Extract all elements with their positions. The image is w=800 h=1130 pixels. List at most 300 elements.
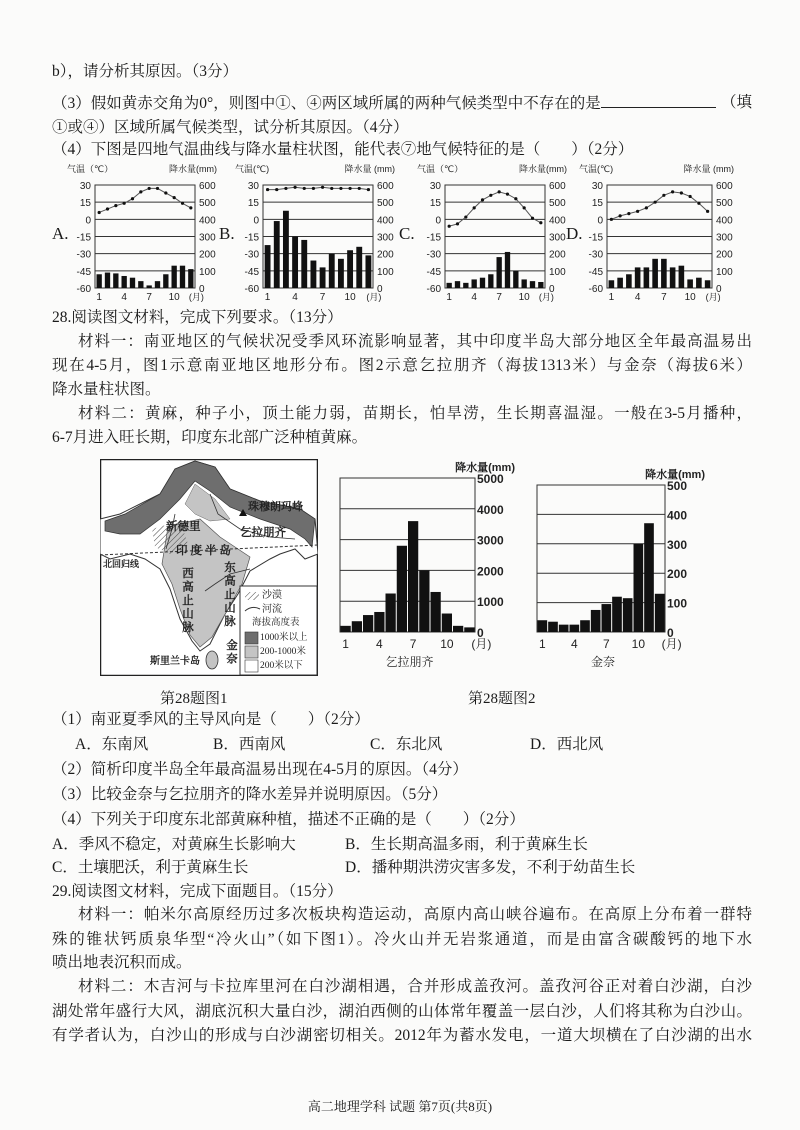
precip-bar <box>188 269 193 288</box>
month-tick-label: 4 <box>292 292 298 303</box>
temp-axis-title: 气温(℃) <box>579 164 614 174</box>
station-name: 金奈 <box>590 655 616 669</box>
temp-tick-label: -15 <box>426 232 441 244</box>
q29-material1: 材料一：帕米尔高原经历过多次板块构造运动，高原内高山峡谷遍布。在高原上分布着一群特 <box>78 906 752 923</box>
temp-tick-label: 0 <box>435 215 441 227</box>
precip-bar <box>397 546 407 632</box>
precip-bar <box>363 615 373 632</box>
month-unit-label: (月) <box>188 292 204 302</box>
temperature-point <box>106 207 109 210</box>
precip-bar <box>480 278 485 288</box>
month-unit-label: (月) <box>705 292 721 302</box>
month-unit-label: (月) <box>661 637 682 651</box>
q27-q3-text: （3）假如黄赤交角为0°，则图中①、④两区域所属的两种气候类型中不存在的是 <box>52 95 601 112</box>
legend-elevation-title: 海拔高度表 <box>252 618 300 628</box>
precip-bar <box>310 261 316 288</box>
precip-tick-label: 100 <box>549 266 566 278</box>
temp-tick-label: -60 <box>76 284 91 295</box>
precip-bar <box>559 625 569 632</box>
rainfall-chart-chennai <box>497 455 717 680</box>
precip-bar <box>301 240 307 288</box>
precip-axis-title: 降水量(mm) <box>169 164 217 174</box>
temp-axis-title: 气温（℃） <box>417 164 464 174</box>
temp-axis-title: 气温(℃) <box>235 164 270 174</box>
temperature-point <box>514 197 517 200</box>
precip-tick-label: 400 <box>716 215 733 227</box>
precip-tick-label: 500 <box>199 198 216 210</box>
precip-bar <box>617 278 623 288</box>
month-tick-label: 1 <box>446 292 452 303</box>
option-a-label: A. <box>52 224 69 243</box>
answer-blank[interactable] <box>601 93 716 108</box>
plot-frame <box>340 478 475 632</box>
precip-bar <box>386 594 396 633</box>
precip-tick-label: 500 <box>716 198 733 210</box>
legend-low-swatch <box>245 660 258 672</box>
precip-tick-label: 500 <box>667 479 688 493</box>
temperature-point <box>627 212 630 215</box>
temperature-point <box>610 218 613 221</box>
precip-bar <box>320 267 326 288</box>
q28-question1: （1）南亚夏季风的主导风向是（ ）（2分） <box>52 711 370 728</box>
q27-q3-continuation: ①或④）区域所属气候类型，试分析其原因。（4分） <box>52 119 409 136</box>
temp-tick-label: -30 <box>426 249 441 261</box>
temp-tick-label: -30 <box>244 249 259 261</box>
q28-material1: 材料一：南亚地区的气候状况受季风环流影响显著，其中印度半岛大部分地区全年最高温易出 <box>78 333 752 350</box>
month-unit-label: (月) <box>471 637 492 651</box>
temperature-point <box>348 187 351 190</box>
precip-bar <box>122 276 127 288</box>
month-tick-label: 7 <box>319 292 326 303</box>
precip-bar <box>548 622 558 632</box>
temperature-point <box>697 202 700 205</box>
label-tropic-of-cancer: 北回归线 <box>103 559 140 569</box>
precip-bar <box>463 283 468 288</box>
month-tick-label: 10 <box>440 637 454 651</box>
temp-tick-label: -60 <box>426 284 441 295</box>
precip-bar <box>705 280 711 288</box>
temperature-point <box>131 197 134 200</box>
precip-tick-label: 300 <box>377 232 394 244</box>
precip-tick-label: 600 <box>549 181 566 192</box>
precip-tick-label: 400 <box>549 215 566 227</box>
temperature-point <box>680 191 683 194</box>
q27-q4: （4）下图是四地气温曲线与降水量柱状图，能代表⑦地气候特征的是（ ）（2分） <box>52 141 634 158</box>
month-tick-label: 4 <box>634 292 641 303</box>
precip-tick-label: 400 <box>199 215 216 227</box>
temperature-point <box>164 191 167 194</box>
figure2-caption: 第28题图2 <box>468 691 536 707</box>
precip-bar <box>591 610 601 632</box>
month-tick-label: 1 <box>264 292 271 303</box>
precip-bar <box>419 570 429 632</box>
temperature-point <box>448 225 451 228</box>
q29-material2: 材料二：木吉河与卡拉库里河在白沙湖相遇，合并形成盖孜河。盖孜河谷正对着白沙湖，白沙 <box>78 978 752 995</box>
precip-bar <box>352 621 362 632</box>
temperature-point <box>98 211 101 214</box>
climate-chart-d <box>574 160 754 305</box>
temp-tick-label: 30 <box>79 181 91 192</box>
precip-bar <box>453 626 463 632</box>
month-unit-label: (月) <box>538 292 554 302</box>
temperature-point <box>498 190 501 193</box>
precip-tick-label: 400 <box>667 508 688 523</box>
month-tick-label: 4 <box>121 292 127 303</box>
temperature-point <box>506 193 509 196</box>
label-new-delhi: 新德里 <box>166 521 201 533</box>
precip-tick-label: 100 <box>716 266 733 278</box>
label-cherrapunji: 乞拉朋齐 <box>240 527 286 539</box>
temp-tick-label: 30 <box>247 181 259 192</box>
temperature-point <box>293 186 296 189</box>
temp-tick-label: 0 <box>253 215 259 227</box>
temperature-point <box>330 187 333 190</box>
precip-tick-label: 0 <box>377 284 383 295</box>
precip-bar <box>283 211 289 288</box>
precip-bar <box>634 544 644 632</box>
month-tick-label: 7 <box>496 292 502 303</box>
precip-tick-label: 500 <box>377 198 394 210</box>
q27-q3 <box>52 93 752 114</box>
temperature-point <box>456 222 459 225</box>
precip-bar <box>338 259 344 288</box>
precip-bar <box>652 259 658 288</box>
precip-tick-label: 600 <box>716 181 733 192</box>
precip-bar <box>538 620 548 632</box>
precip-bar <box>679 266 685 288</box>
figure1-caption: 第28题图1 <box>160 691 228 707</box>
precip-bar <box>265 245 271 288</box>
precip-bar <box>580 620 590 632</box>
precip-tick-label: 200 <box>377 249 394 261</box>
month-tick-label: 4 <box>471 292 477 303</box>
temperature-point <box>284 187 287 190</box>
precip-tick-label: 300 <box>716 232 733 244</box>
q28-heading: 28.阅读图文材料，完成下列要求。（13分） <box>52 309 343 326</box>
precip-bar <box>505 252 510 288</box>
temp-tick-label: -45 <box>588 266 603 278</box>
temp-tick-label: -45 <box>76 266 91 278</box>
precip-tick-label: 0 <box>549 284 555 295</box>
precip-bar <box>138 281 143 288</box>
precip-tick-label: 2000 <box>477 564 504 579</box>
month-tick-label: 7 <box>602 637 610 651</box>
precip-bar <box>341 626 351 632</box>
legend-river-label: 河流 <box>262 604 282 615</box>
q29-material2: 湖处常年盛行大风，湖底沉积大量白沙，湖泊西侧的山体常年覆盖一层白沙，人们将其称为白沙山。 <box>52 1003 752 1020</box>
temp-axis-title: 气温（℃） <box>67 164 114 174</box>
legend-high-swatch <box>245 632 258 644</box>
legend-mid-swatch <box>245 646 258 658</box>
q29-heading: 29.阅读图文材料，完成下面题目。（15分） <box>52 883 343 900</box>
sri-lanka-island <box>206 651 218 669</box>
legend-mid-label: 200-1000米 <box>260 647 306 657</box>
month-tick-label: 10 <box>631 637 646 651</box>
temperature-point <box>321 186 324 189</box>
temp-tick-label: 30 <box>429 181 441 192</box>
month-tick-label: 10 <box>684 292 696 303</box>
precip-bar <box>180 266 185 288</box>
q1-option-d[interactable]: D．西北风 <box>530 736 604 753</box>
precip-bar <box>374 612 384 632</box>
label-indian-peninsula: 印度半岛 <box>176 545 234 557</box>
temp-tick-label: -60 <box>244 284 259 295</box>
precip-tick-label: 100 <box>667 596 688 611</box>
precip-tick-label: 200 <box>716 249 733 261</box>
precip-bar <box>644 267 650 288</box>
month-tick-label: 4 <box>376 637 383 651</box>
precip-bar <box>455 281 460 288</box>
precip-tick-label: 400 <box>377 215 394 227</box>
temperature-point <box>139 190 142 193</box>
q29-material1: 喷出地表沉积而成。 <box>52 954 192 971</box>
temp-tick-label: -15 <box>588 232 603 244</box>
temp-tick-label: -45 <box>244 266 259 278</box>
precip-bar <box>356 247 362 288</box>
precip-tick-label: 4000 <box>477 502 504 517</box>
temperature-point <box>531 217 534 220</box>
temperature-point <box>619 214 622 217</box>
precip-bar <box>609 280 615 288</box>
precip-axis-title: 降水量 (mm) <box>344 164 395 174</box>
precip-tick-label: 0 <box>477 626 484 640</box>
precip-bar <box>670 267 676 288</box>
rainfall-chart-cherrapunji <box>300 455 520 680</box>
precip-bar <box>274 221 280 288</box>
precip-tick-label: 200 <box>199 249 216 261</box>
climate-chart-b <box>230 160 410 305</box>
temperature-line <box>449 192 541 226</box>
legend-desert-label: 沙漠 <box>262 590 282 601</box>
temperature-point <box>523 206 526 209</box>
temperature-point <box>156 187 159 190</box>
q28-material1: 现在4-5月，图1示意南亚地区地形分布。图2示意乞拉朋齐（海拔1313米）与金奈（海拔6米） <box>52 357 752 374</box>
temperature-line <box>268 187 369 189</box>
temperature-point <box>114 204 117 207</box>
precip-bar <box>155 281 160 288</box>
temperature-point <box>654 201 657 204</box>
temp-tick-label: -15 <box>244 232 259 244</box>
temperature-point <box>367 188 370 191</box>
precip-bar <box>329 254 335 288</box>
month-tick-label: 7 <box>409 637 417 651</box>
month-tick-label: 7 <box>661 292 667 303</box>
q29-material2: 有学者认为，白沙山的形成与白沙湖密切相关。2012年为蓄水发电，一道大坝横在了白沙湖的出水 <box>52 1027 752 1044</box>
precip-tick-label: 0 <box>667 626 674 640</box>
precip-bar <box>644 523 654 632</box>
precip-bar <box>655 594 665 632</box>
climate-chart-c <box>412 160 592 305</box>
precip-tick-label: 0 <box>716 284 722 295</box>
temperature-point <box>489 194 492 197</box>
q27-line1: b），请分析其原因。（3分） <box>52 63 239 80</box>
q4-option-c[interactable]: C．土壤肥沃，利于黄麻生长 <box>52 859 249 876</box>
q28-material2: 材料二：黄麻，种子小，顶土能力弱，苗期长，怕旱涝，生长期喜温湿。一般在3-5月播种， <box>78 405 752 422</box>
precip-axis-title: 降水量(mm) <box>455 462 515 474</box>
precip-bar <box>163 274 168 288</box>
temperature-point <box>358 187 361 190</box>
month-tick-label: 10 <box>168 292 180 303</box>
temp-tick-label: -60 <box>588 284 603 295</box>
precip-tick-label: 1000 <box>477 595 504 610</box>
q29-material1: 殊的锥状钙质泉华型“冷火山”（如下图1）。冷火山并无岩浆通道，而是由富含碳酸钙的地下水 <box>52 931 752 948</box>
temp-tick-label: 15 <box>79 198 91 210</box>
label-sri-lanka: 斯里兰卡岛 <box>150 656 200 667</box>
temperature-point <box>473 206 476 209</box>
temperature-point <box>266 188 269 191</box>
precip-bar <box>97 274 102 288</box>
precip-bar <box>661 259 667 288</box>
month-tick-label: 1 <box>96 292 102 303</box>
month-tick-label: 4 <box>570 637 578 651</box>
temp-tick-label: 15 <box>247 198 259 210</box>
precip-axis-title: 降水量(mm) <box>645 469 705 481</box>
temp-tick-label: 0 <box>597 215 603 227</box>
temperature-point <box>173 196 176 199</box>
precip-bar <box>105 273 110 288</box>
precip-bar <box>696 278 702 288</box>
precip-bar <box>488 274 493 288</box>
precip-tick-label: 100 <box>377 266 394 278</box>
temperature-point <box>312 187 315 190</box>
precip-bar <box>292 237 298 289</box>
temperature-line <box>99 188 191 212</box>
label-everest: 珠穆朗玛峰 <box>248 501 303 513</box>
temp-tick-label: -15 <box>76 232 91 244</box>
temperature-point <box>636 210 639 213</box>
q1-option-a[interactable]: A．东南风 <box>75 736 149 753</box>
precip-tick-label: 200 <box>549 249 566 261</box>
precip-bar <box>513 271 518 288</box>
precip-bar <box>570 625 580 632</box>
precip-bar <box>538 282 543 288</box>
temperature-point <box>303 187 306 190</box>
label-eastern-ghats: 东高止山脉 <box>223 561 235 629</box>
label-chennai: 金奈 <box>225 639 237 666</box>
temperature-point <box>671 190 674 193</box>
precip-tick-label: 500 <box>549 198 566 210</box>
q28-material2: 6-7月进入旺长期，印度东北部广泛种植黄麻。 <box>52 429 368 446</box>
precip-bar <box>113 273 118 288</box>
precip-axis-title: 降水量 (mm) <box>683 164 734 174</box>
month-tick-label: 1 <box>538 637 546 651</box>
option-b-label: B. <box>219 224 235 243</box>
precip-bar <box>522 279 527 288</box>
q28-question3: （3）比较金奈与乞拉朋齐的降水差异并说明原因。（5分） <box>52 786 448 803</box>
temp-tick-label: 15 <box>591 198 603 210</box>
precip-bar <box>172 266 177 288</box>
precip-tick-label: 600 <box>199 181 216 192</box>
q4-option-a[interactable]: A．季风不稳定，对黄麻生长影响大 <box>52 836 296 853</box>
q4-option-b[interactable]: B．生长期高温多雨，利于黄麻生长 <box>345 836 588 853</box>
temperature-point <box>339 187 342 190</box>
temp-tick-label: 0 <box>85 215 91 227</box>
option-d-label: D. <box>566 224 583 243</box>
label-western-ghats: 西高止山脉 <box>181 567 193 635</box>
precip-bar <box>147 285 152 288</box>
precip-bar <box>447 283 452 288</box>
temperature-point <box>481 198 484 201</box>
precip-tick-label: 200 <box>667 567 688 582</box>
temp-tick-label: -30 <box>588 249 603 261</box>
south-asia-terrain-map <box>100 459 318 676</box>
q1-option-c[interactable]: C．东北风 <box>370 736 443 753</box>
legend-high-label: 1000米以上 <box>260 633 308 643</box>
temp-tick-label: 30 <box>591 181 603 192</box>
temperature-point <box>645 206 648 209</box>
precip-bar <box>530 281 535 288</box>
temperature-point <box>539 221 542 224</box>
q27-q3-fill-hint: （填 <box>720 94 752 111</box>
precip-bar <box>130 278 135 288</box>
temperature-point <box>689 195 692 198</box>
precip-tick-label: 100 <box>199 266 216 278</box>
temperature-point <box>706 210 709 213</box>
precip-bar <box>347 250 353 288</box>
page-footer: 高二地理学科 试题 第7页(共8页) <box>307 1099 493 1114</box>
month-tick-label: 10 <box>518 292 530 303</box>
month-unit-label: (月) <box>366 292 382 302</box>
temperature-point <box>123 202 126 205</box>
temperature-point <box>464 215 467 218</box>
q28-question2: （2）简析印度半岛全年最高温易出现在4-5月的原因。（4分） <box>52 761 468 778</box>
legend-low-label: 200米以下 <box>260 661 303 671</box>
month-tick-label: 1 <box>608 292 615 303</box>
precip-bar <box>442 614 452 632</box>
temp-tick-label: -30 <box>76 249 91 261</box>
precip-bar <box>687 279 693 288</box>
precip-bar <box>626 274 632 288</box>
precip-bar <box>612 597 622 632</box>
temperature-point <box>181 202 184 205</box>
temperature-point <box>662 194 665 197</box>
precip-tick-label: 300 <box>667 537 688 552</box>
temp-tick-label: 15 <box>429 198 441 210</box>
q1-option-b[interactable]: B．西南风 <box>213 736 286 753</box>
precip-tick-label: 0 <box>199 284 205 295</box>
precip-bar <box>472 279 477 288</box>
precip-tick-label: 300 <box>199 232 216 244</box>
month-tick-label: 10 <box>344 292 356 303</box>
precip-bar <box>635 267 641 288</box>
month-tick-label: 7 <box>146 292 152 303</box>
precip-tick-label: 300 <box>549 232 566 244</box>
temperature-point <box>148 187 151 190</box>
precip-bar <box>464 627 474 632</box>
option-c-label: C. <box>399 224 415 243</box>
precip-tick-label: 600 <box>377 181 394 192</box>
precip-bar <box>602 604 612 632</box>
temperature-line <box>611 192 707 219</box>
temperature-point <box>275 188 278 191</box>
legend-desert-swatch <box>245 592 259 600</box>
precip-axis-title: 降水量(mm) <box>519 164 567 174</box>
month-tick-label: 1 <box>342 637 349 651</box>
climate-chart-a <box>62 160 242 305</box>
precip-bar <box>431 592 441 632</box>
precip-tick-label: 5000 <box>477 472 504 486</box>
precip-tick-label: 3000 <box>477 533 504 548</box>
temp-tick-label: -45 <box>426 266 441 278</box>
temperature-point <box>189 206 192 209</box>
q28-question4: （4）下列关于印度东北部黄麻种植，描述不正确的是（ ）（2分） <box>52 811 525 828</box>
q4-option-d[interactable]: D．播种期洪涝灾害多发，不利于幼苗生长 <box>345 859 636 876</box>
q28-material1: 降水量柱状图。 <box>52 381 161 398</box>
precip-bar <box>497 257 502 288</box>
precip-bar <box>623 598 633 632</box>
station-name: 乞拉朋齐 <box>385 655 434 669</box>
precip-bar <box>365 255 371 288</box>
